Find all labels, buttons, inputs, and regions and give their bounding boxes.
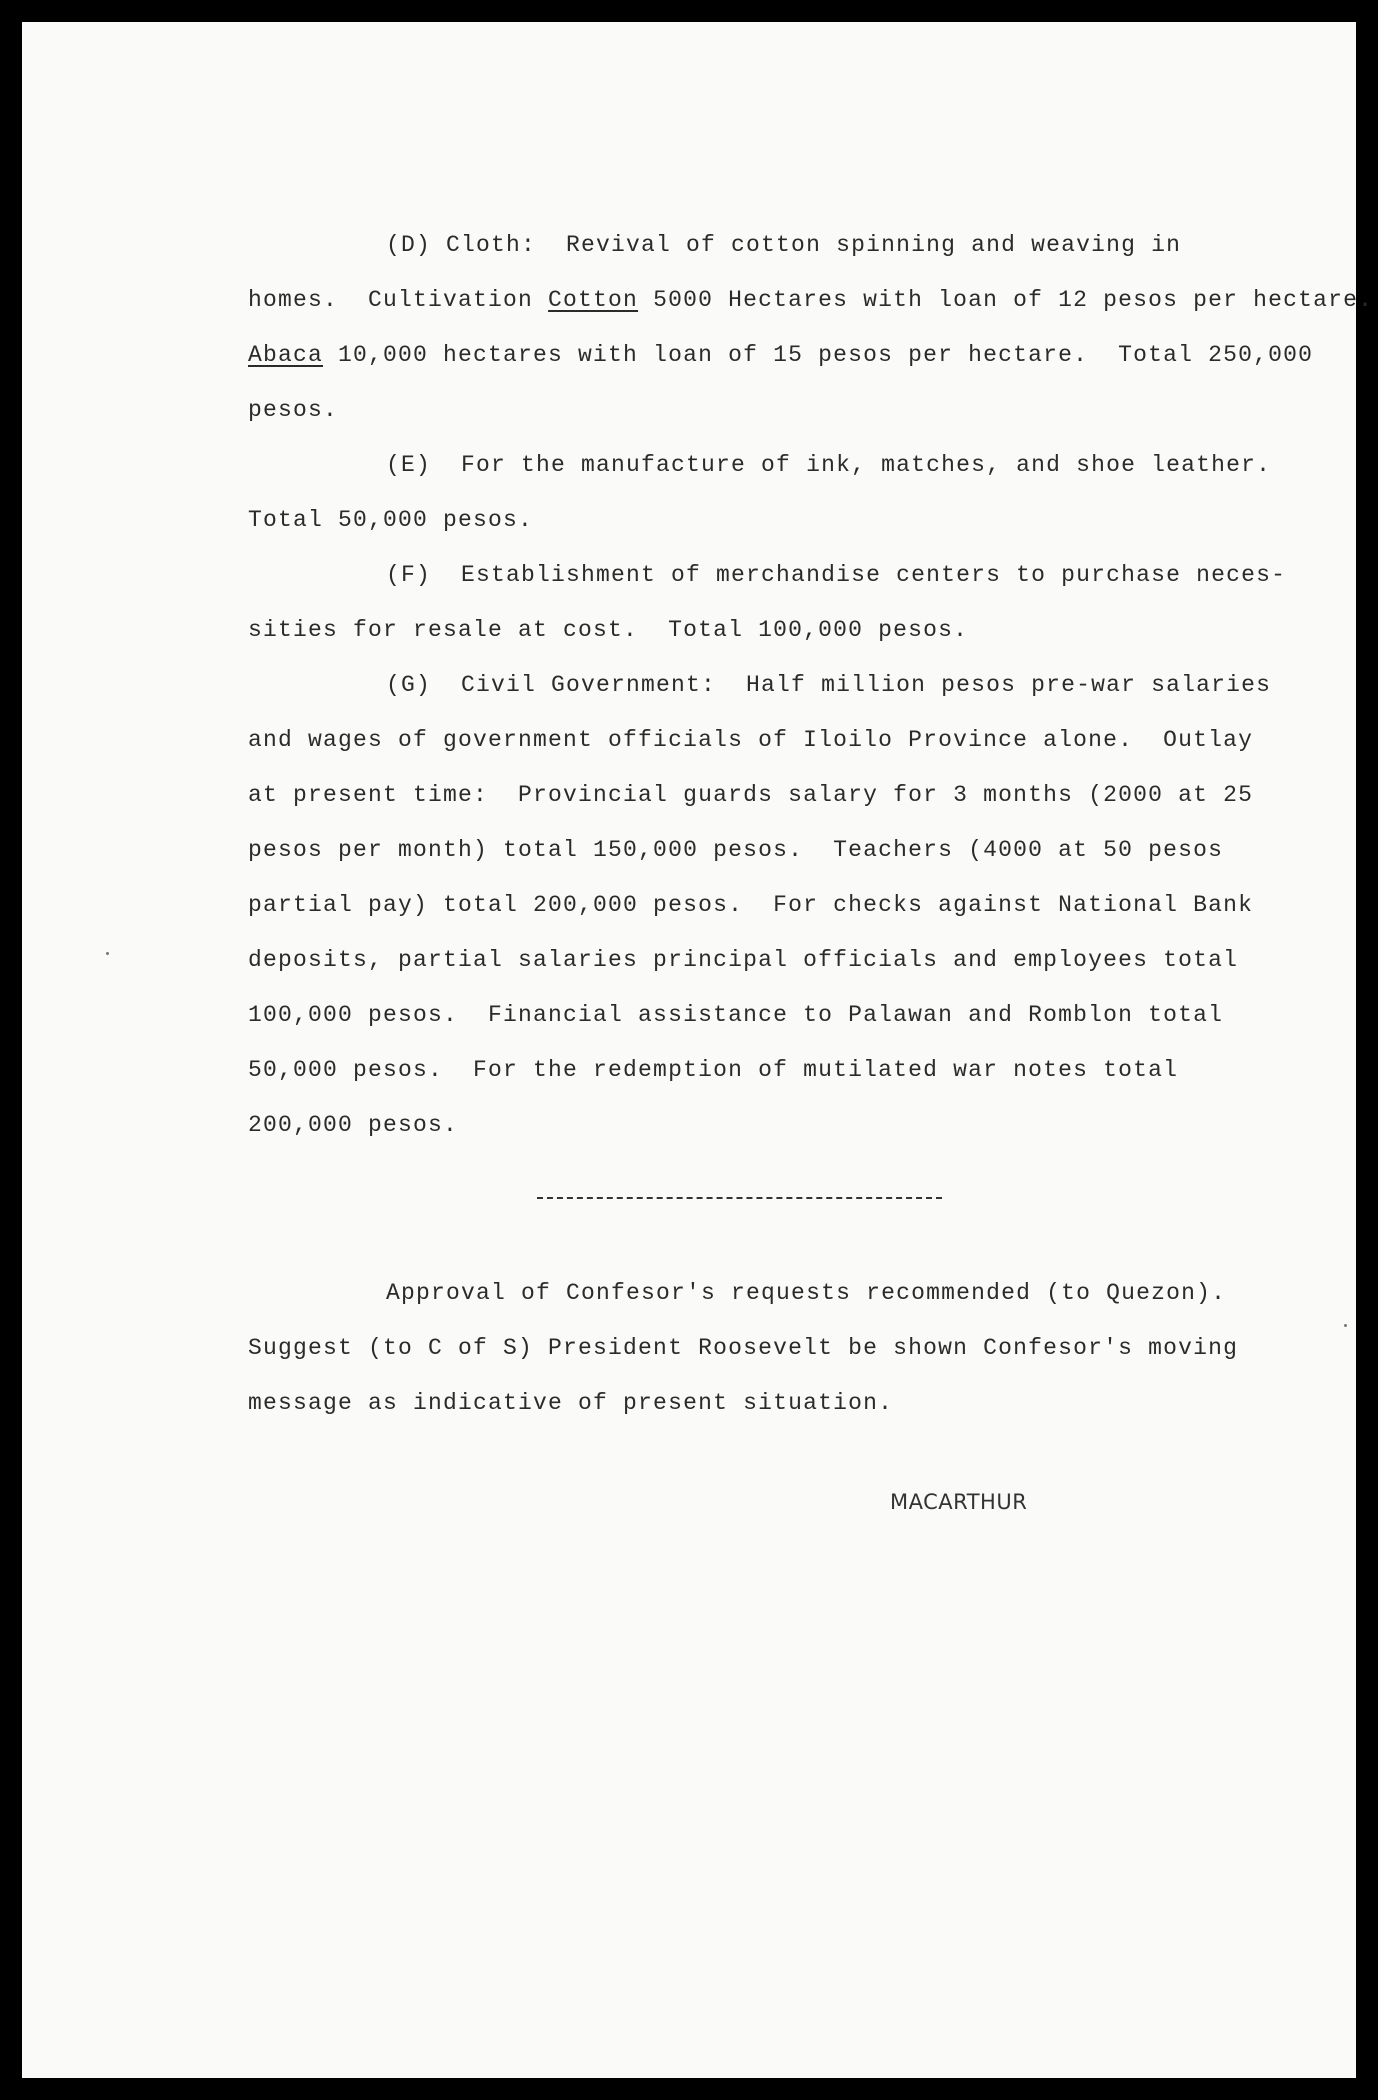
para-e-line-2: Total 50,000 pesos. [248,507,534,533]
para-d-line-3b: 10,000 hectares with loan of 15 pesos per hectare. Total 250,000 [323,342,1314,368]
scan-speck [1344,1324,1347,1327]
dashed-separator [537,1197,942,1199]
para-g-line-8: 50,000 pesos. For the redemption of mutilated war notes total [248,1057,1179,1083]
para-d-line-2b: 5000 Hectares with loan of 12 pesos per hectare. [638,287,1374,313]
scan-speck [106,952,109,955]
para-g-line-4: pesos per month) total 150,000 pesos. Teachers (4000 at 50 pesos [248,837,1224,863]
para-d-line-4: pesos. [248,397,339,423]
para-g-line-6: deposits, partial salaries principal officials and employees total [248,947,1239,973]
para-g-line-7: 100,000 pesos. Financial assistance to Palawan and Romblon total [248,1002,1224,1028]
closing-line-1: Approval of Confesor's requests recommended (to Quezon). [386,1280,1227,1306]
closing-line-3: message as indicative of present situation. [248,1390,894,1416]
para-g-line-3: at present time: Provincial guards salary for 3 months (2000 at 25 [248,782,1254,808]
closing-line-2: Suggest (to C of S) President Roosevelt be shown Confesor's moving [248,1335,1239,1361]
para-e-line-1: (E) For the manufacture of ink, matches, and shoe leather. [386,452,1272,478]
para-g-line-1: (G) Civil Government: Half million pesos pre-war salaries [386,672,1272,698]
para-g-line-9: 200,000 pesos. [248,1112,459,1138]
para-f-line-1: (F) Establishment of merchandise centers to purchase neces- [386,562,1287,588]
para-g-line-5: partial pay) total 200,000 pesos. For checks against National Bank [248,892,1254,918]
cotton-underlined: Cotton [548,287,639,313]
para-g-line-2: and wages of government officials of Iloilo Province alone. Outlay [248,727,1254,753]
para-d-line-1: (D) Cloth: Revival of cotton spinning and weaving in [386,232,1182,258]
para-f-line-2: sities for resale at cost. Total 100,000 pesos. [248,617,969,643]
document-page [22,22,1374,2078]
abaca-underlined: Abaca [248,342,324,368]
signature: MACARTHUR [890,1490,1028,1514]
para-d-line-2a: homes. Cultivation [248,287,549,313]
para-d-line-2 [248,287,1373,313]
para-d-line-3 [248,342,1313,368]
